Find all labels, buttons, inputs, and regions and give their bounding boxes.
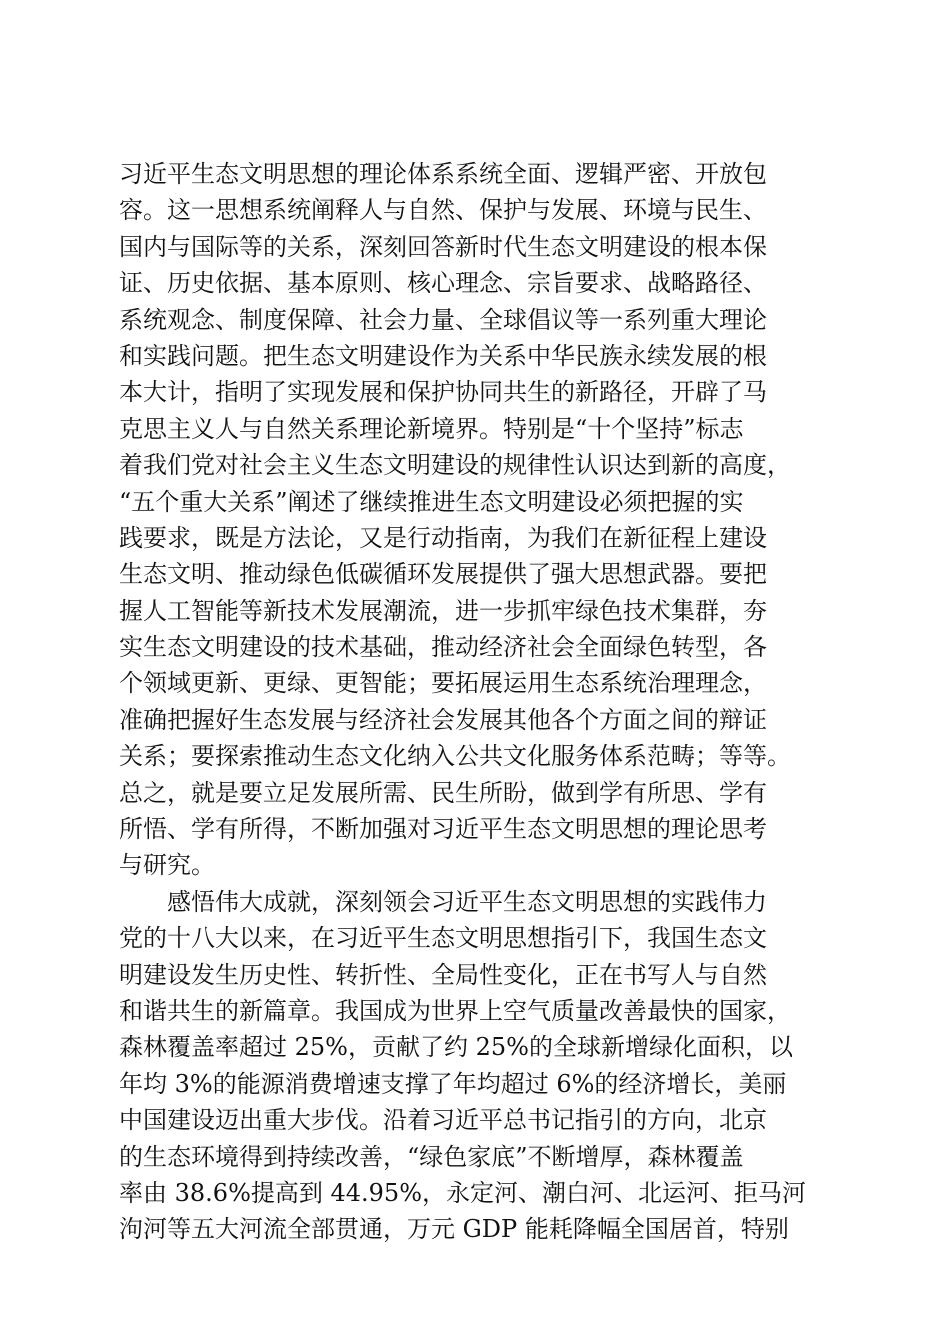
text-line: 证、历史依据、基本原则、核心理念、宗旨要求、战略路径、 [119,269,767,298]
text-line: “五个重大关系”阐述了继续推进生态文明建设必须把握的实 [119,487,744,516]
text-line: 所悟、学有所得，不断加强对习近平生态文明思想的理论思考 [119,815,767,844]
text-line: 森林覆盖率超过 25%，贡献了约 25%的全球新增绿化面积，以 [119,1033,793,1062]
section-heading: 感悟伟大成就，深刻领会习近平生态文明思想的实践伟力 [167,887,767,916]
text-line: 生态文明、推动绿色低碳循环发展提供了强大思想武器。要把 [119,560,767,589]
text-line: 个领域更新、更绿、更智能；要拓展运用生态系统治理理念， [119,669,767,698]
document-body [119,156,831,1248]
text-line: 中国建设迈出重大步伐。沿着习近平总书记指引的方向，北京 [119,1106,767,1135]
text-line: 关系；要探索推动生态文化纳入公共文化服务体系范畴；等等。 [119,742,791,771]
text-line: 着我们党对社会主义生态文明建设的规律性认识达到新的高度， [119,451,791,480]
text-line: 泃河等五大河流全部贯通，万元 GDP 能耗降幅全国居首，特别 [119,1215,789,1244]
text-line: 践要求，既是方法论，又是行动指南，为我们在新征程上建设 [119,523,767,552]
text-line: 和实践问题。把生态文明建设作为关系中华民族永续发展的根 [119,341,767,370]
text-line: 容。这一思想系统阐释人与自然、保护与发展、环境与民生、 [119,196,767,225]
text-line: 明建设发生历史性、转折性、全局性变化，正在书写人与自然 [119,960,767,989]
text-line: 和谐共生的新篇章。我国成为世界上空气质量改善最快的国家， [119,996,791,1025]
text-line: 国内与国际等的关系，深刻回答新时代生态文明建设的根本保 [119,232,767,261]
text-line: 党的十八大以来，在习近平生态文明思想指引下，我国生态文 [119,924,767,953]
text-line: 克思主义人与自然关系理论新境界。特别是“十个坚持”标志 [119,414,744,443]
text-line: 年均 3%的能源消费增速支撑了年均超过 6%的经济增长，美丽 [119,1069,787,1098]
text-line: 率由 38.6%提高到 44.95%，永定河、潮白河、北运河、拒马河 [119,1178,807,1207]
paragraph-achievements [119,920,831,1248]
text-line: 握人工智能等新技术发展潮流，进一步抓牢绿色技术集群，夯 [119,596,767,625]
text-line: 的生态环境得到持续改善，“绿色家底”不断增厚，森林覆盖 [119,1142,744,1171]
text-line: 系统观念、制度保障、社会力量、全球倡议等一系列重大理论 [119,305,767,334]
text-line: 习近平生态文明思想的理论体系系统全面、逻辑严密、开放包 [119,160,767,188]
text-line: 总之，就是要立足发展所需、民生所盼，做到学有所思、学有 [119,778,767,807]
text-line: 本大计，指明了实现发展和保护协同共生的新路径，开辟了马 [119,378,767,407]
text-line: 与研究。 [119,851,215,880]
paragraph-theory-system [119,156,831,884]
text-line: 实生态文明建设的技术基础，推动经济社会全面绿色转型，各 [119,633,767,662]
text-line: 准确把握好生态发展与经济社会发展其他各个方面之间的辩证 [119,705,767,734]
